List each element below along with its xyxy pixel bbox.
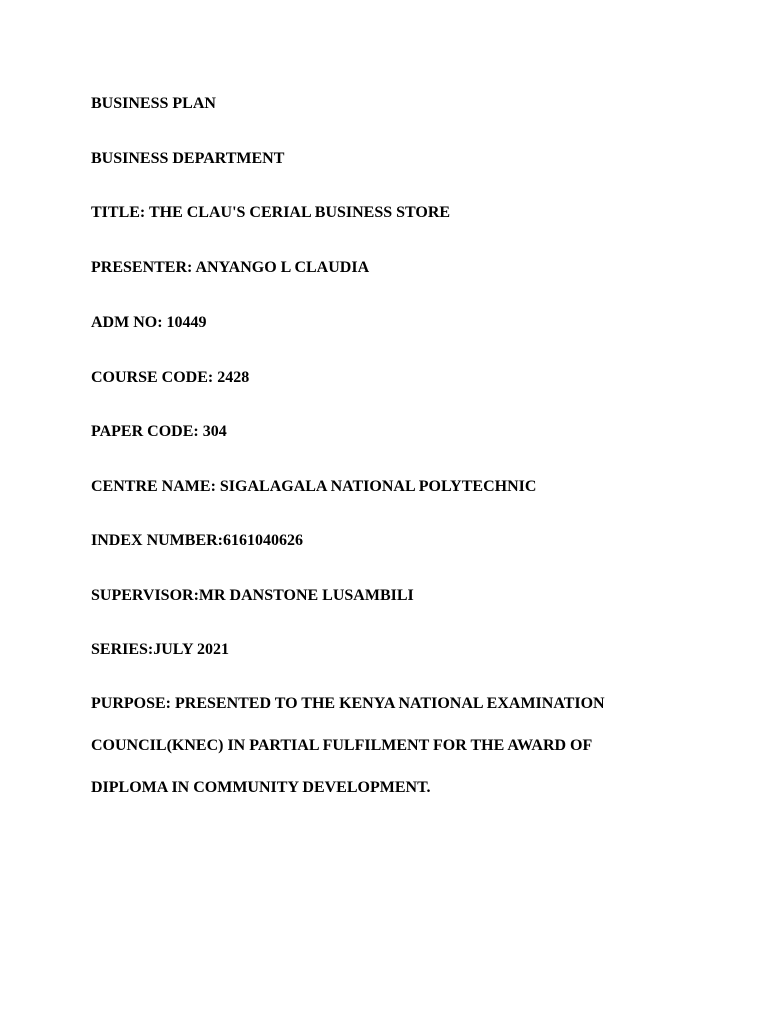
centre-name-line: CENTRE NAME: SIGALAGALA NATIONAL POLYTECHNIC — [91, 478, 537, 495]
supervisor-line: SUPERVISOR:MR DANSTONE LUSAMBILI — [91, 587, 414, 604]
purpose-line-3: DIPLOMA IN COMMUNITY DEVELOPMENT. — [91, 779, 431, 796]
department-line: BUSINESS DEPARTMENT — [91, 150, 285, 167]
purpose-line-1: PURPOSE: PRESENTED TO THE KENYA NATIONAL EXAMINATION — [91, 695, 605, 712]
adm-no-line: ADM NO: 10449 — [91, 314, 207, 331]
course-code-line: COURSE CODE: 2428 — [91, 369, 250, 386]
presenter-line: PRESENTER: ANYANGO L CLAUDIA — [91, 259, 370, 276]
index-number-line: INDEX NUMBER:6161040626 — [91, 532, 303, 549]
document-heading: BUSINESS PLAN — [91, 95, 216, 112]
paper-code-line: PAPER CODE: 304 — [91, 423, 227, 440]
series-line: SERIES:JULY 2021 — [91, 641, 229, 658]
purpose-line-2: COUNCIL(KNEC) IN PARTIAL FULFILMENT FOR THE AWARD OF — [91, 737, 593, 754]
title-line: TITLE: THE CLAU'S CERIAL BUSINESS STORE — [91, 204, 451, 221]
